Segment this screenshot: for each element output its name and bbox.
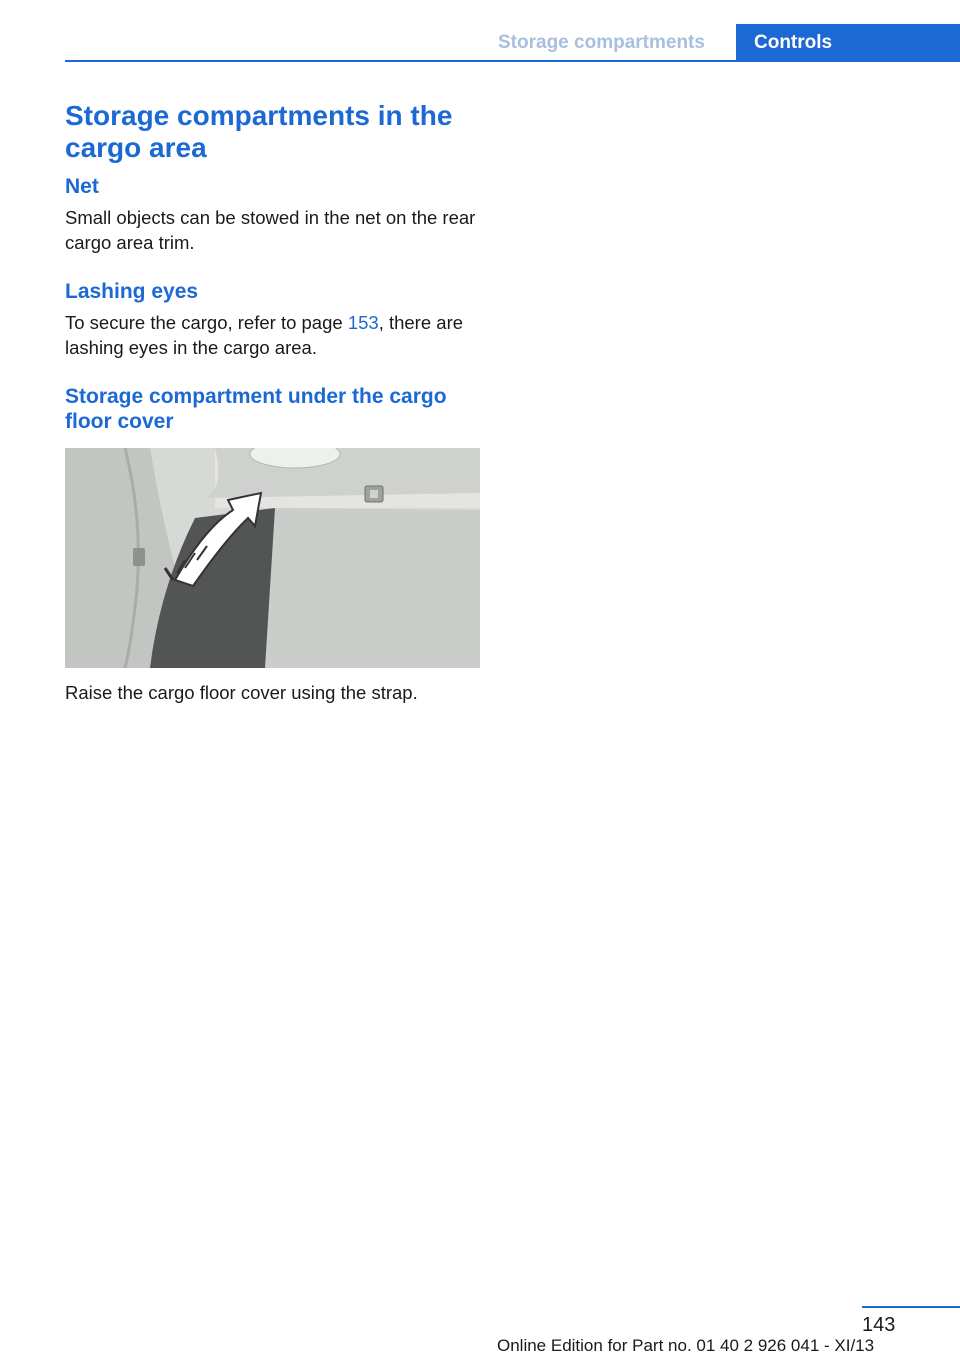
header-rule [65, 60, 960, 62]
lashing-text-before: To secure the cargo, refer to page [65, 312, 348, 333]
net-heading: Net [65, 175, 99, 198]
lashing-eyes-heading: Lashing eyes [65, 280, 199, 303]
figure-caption: Raise the cargo floor cover using the strap. [65, 682, 418, 703]
net-text: Small objects can be stowed in the net on the rear cargo area trim. [65, 207, 476, 253]
storage-heading: Storage compartment under the cargo floor cover [65, 385, 447, 433]
header-chapter-tab[interactable] [736, 24, 960, 62]
header-section-title: Storage compartments [498, 32, 705, 53]
page-number: 143 [862, 1314, 896, 1336]
page-ref-link[interactable]: 153 [347, 312, 379, 333]
header-chapter-label: Controls [754, 32, 833, 53]
page-title: Storage compartments in the cargo area [65, 100, 453, 163]
lashing-text-after: , there are lashing eyes in the cargo area. [65, 312, 464, 358]
cargo-floor-illustration [65, 448, 480, 668]
edition-note: Online Edition for Part no. 01 40 2 926 041 - XI/13 [497, 1336, 875, 1355]
footer-rule [862, 1306, 960, 1308]
main-content [65, 100, 483, 705]
lashing-eyes-text [65, 310, 483, 360]
